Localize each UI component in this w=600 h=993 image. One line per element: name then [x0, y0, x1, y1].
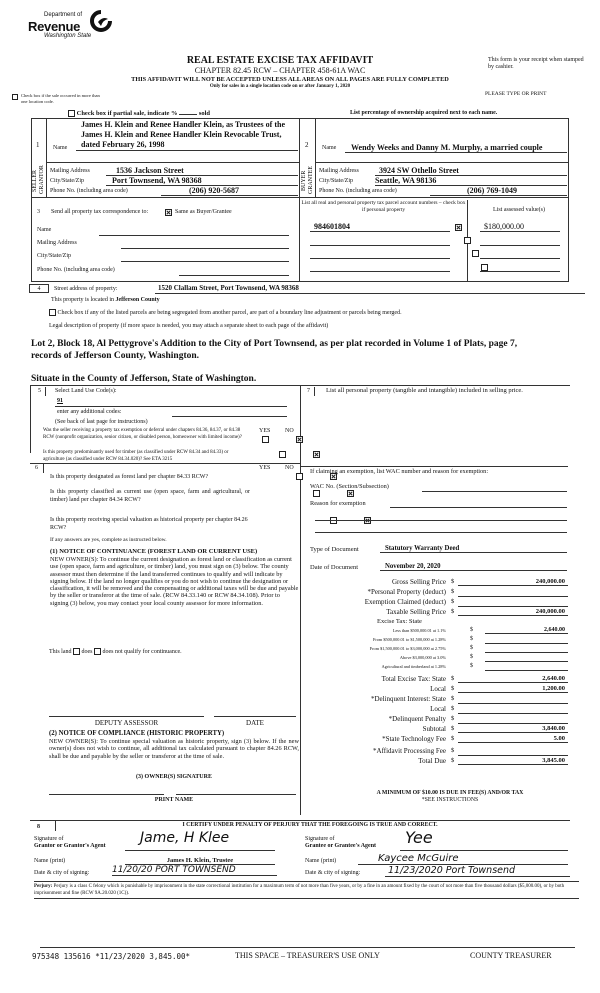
seller-block	[31, 118, 300, 198]
total-row	[330, 757, 570, 767]
total-currency: $	[451, 747, 455, 754]
additional-codes-input[interactable]	[172, 416, 287, 417]
exemption-top-border	[300, 466, 568, 467]
reason-input[interactable]	[390, 507, 567, 508]
county-value: Jefferson County	[115, 297, 160, 303]
reason-line-2[interactable]	[315, 520, 567, 521]
total-row	[330, 675, 570, 685]
bracket-row	[330, 627, 570, 636]
total-value[interactable]	[458, 715, 568, 724]
exemption-claimed-label: Exemption Claimed (deduct)	[364, 598, 446, 606]
seller-name-label: Name	[53, 145, 68, 151]
bracket-currency: $	[470, 645, 473, 651]
buyer-city-label: City/State/Zip	[319, 178, 353, 184]
gross-currency: $	[451, 578, 455, 585]
section6-q2-text: Is this property classified as current use (open space, farm and agricultural, or timber) land per chapter 84.34 RCW?	[50, 489, 250, 503]
total-currency: $	[451, 695, 455, 702]
total-currency: $	[451, 685, 455, 692]
total-label: Total Excise Tax: State	[381, 675, 446, 683]
owner-signature-line-1[interactable]	[49, 794, 164, 795]
legal-line-1: Lot 2, Block 18, Al Pettygrove's Addition to the City of Port Townsend, as per plat recorded in Volume 1 of Plats, page 7,	[31, 339, 518, 349]
logo-line3: Washington State	[44, 33, 92, 39]
total-row	[330, 747, 570, 757]
bracket-label: Agricultural and timberland at 1.28%	[381, 664, 446, 669]
see-instructions: *SEE INSTRUCTIONS	[421, 797, 479, 803]
corr-city-input[interactable]	[121, 261, 289, 262]
owner-signature-label: (3) OWNER(S) SIGNATURE	[136, 774, 212, 780]
segregated-label: Check box if any of the listed parcels are being segregated from another parcel, are part of a boundary line adjustment or parcels being merged.	[57, 309, 402, 316]
parcel-personal-checkbox-2[interactable]	[464, 237, 471, 244]
corr-phone-input[interactable]	[179, 275, 289, 276]
grantee-sig-label	[305, 836, 376, 850]
correspondence-label: Send all property tax correspondence to:	[51, 209, 149, 215]
bracket-label: From $1,500,000.01 to $3,000,000 at 2.75%	[369, 646, 446, 651]
section6-no-header: NO	[285, 465, 294, 471]
total-row	[330, 695, 570, 705]
section6-q2-no[interactable]	[347, 490, 354, 497]
section6-yes-header: YES	[259, 465, 271, 471]
notice2-body: NEW OWNER(S): To continue special valuation as historic property, sign (3) below. If the new owner(s) does not wish to continue, all additional tax calculated pursuant to chapter 84.26 RCW, shall be due and payable by the seller or transferor at the time of sale.	[49, 738, 299, 760]
buyer-phone-label: Phone No. (including area code)	[319, 188, 397, 194]
street-line	[155, 293, 585, 294]
buyer-block	[300, 118, 569, 198]
multi-location-checkbox[interactable]	[12, 94, 18, 100]
certification-statement: I CERTIFY UNDER PENALTY OF PERJURY THAT THE FOREGOING IS TRUE AND CORRECT.	[182, 822, 438, 828]
seller-name-value[interactable]	[76, 120, 298, 151]
tax-row-gross	[330, 578, 570, 588]
total-label: *Affidavit Processing Fee	[373, 747, 446, 755]
doc-date-label: Date of Document	[310, 564, 359, 571]
section6-q1-text: Is this property designated as forest land per chapter 84.33 RCW?	[50, 474, 209, 480]
land-use-code-line	[55, 406, 287, 407]
tax-row-taxable	[330, 608, 570, 618]
seller-label: SELLER	[32, 170, 38, 192]
total-row	[330, 705, 570, 715]
parcels-header: List all real and personal property tax parcel account numbers – check box if personal property	[300, 200, 468, 282]
grantee-name-value[interactable]: Kaycee McGuire	[358, 853, 568, 865]
tax-row-personal	[330, 588, 570, 598]
bracket-row	[330, 663, 570, 672]
additional-codes-label: enter any additional codes:	[57, 409, 122, 415]
bracket-row	[330, 636, 570, 645]
lower-left-edge	[30, 385, 31, 453]
does-not-qualify-checkbox[interactable]	[94, 648, 101, 655]
total-value[interactable]: 5.00	[458, 735, 568, 743]
seller-phone-label: Phone No. (including area code)	[50, 188, 128, 194]
wac-label: WAC No. (Section/Subsection)	[310, 483, 389, 490]
total-label: *Delinquent Penalty	[388, 715, 446, 723]
county-treasurer-label: COUNTY TREASURER	[470, 951, 552, 960]
land-use-no-header: NO	[285, 428, 294, 434]
parcel-line-4[interactable]	[310, 271, 450, 272]
total-label: Subtotal	[422, 725, 446, 733]
street-value[interactable]: 1520 Clallam Street, Port Townsend, WA 98368	[158, 284, 299, 292]
exemption-claimed-value[interactable]	[458, 598, 568, 607]
grantor-signature[interactable]: Jame, H Klee	[140, 830, 230, 846]
partial-sale-suffix: sold	[198, 110, 211, 117]
tax-brackets	[330, 627, 570, 672]
notice1-title: (1) NOTICE OF CONTINUANCE (FOREST LAND OR CURRENT USE)	[50, 548, 258, 555]
county-row	[51, 297, 160, 303]
legal-label: Legal description of property (if more space is needed, you may attach a separate sheet to each page of the affidavit)	[49, 323, 329, 329]
grantor-label: GRANTOR	[39, 165, 45, 195]
parcel-value-line-4[interactable]	[480, 271, 560, 272]
total-row	[330, 725, 570, 735]
grantee-sig-label-1: Signature of	[305, 836, 335, 842]
total-value[interactable]	[458, 747, 568, 756]
exemption-label: If claiming an exemption, list WAC number and reason for exemption:	[310, 468, 489, 475]
lower-divider	[300, 385, 301, 815]
bracket-currency: $	[470, 627, 473, 633]
assessor-date-line[interactable]	[214, 716, 296, 717]
grantor-sig-label	[34, 836, 106, 850]
total-value[interactable]: 1,200.00	[458, 685, 568, 693]
land-use-yes-header: YES	[259, 428, 271, 434]
multi-location-label: Check box if the sale occurred in more than one location code.	[21, 93, 100, 104]
seller-city-label: City/State/Zip	[50, 178, 84, 184]
bracket-value[interactable]	[485, 636, 568, 644]
section6-q2-yes[interactable]	[313, 490, 320, 497]
form-warning: THIS AFFIDAVIT WILL NOT BE ACCEPTED UNLESS ALL AREAS ON ALL PAGES ARE FULLY COMPLETED	[131, 76, 449, 83]
grantee-name-label: Name (print)	[305, 858, 337, 864]
excise-header	[330, 618, 570, 627]
tax-row-exemption	[330, 598, 570, 608]
personal-currency: $	[451, 588, 455, 595]
tax-totals	[330, 675, 570, 767]
bracket-row	[330, 654, 570, 663]
section6-if-yes: If any answers are yes, complete as instructed below.	[50, 537, 167, 543]
section8-num-divider	[55, 821, 56, 831]
doc-date-value[interactable]: November 20, 2020	[380, 563, 567, 571]
total-currency: $	[451, 735, 455, 742]
treasurer-line	[40, 947, 575, 948]
land-use-instructions: (See back of last page for instructions)	[55, 419, 148, 425]
same-as-buyer-checkbox[interactable]	[165, 209, 172, 216]
gross-label: Gross Selling Price	[391, 578, 446, 586]
parcel-value-line-3[interactable]	[480, 258, 560, 259]
land-use-q1-text: Was the seller receiving a property tax exemption or deferral under chapters 84.36, 84.37, or 84.38 RCW (nonprofit organization, senior citizen, or disabled person, homeowner with limited income)?	[43, 428, 242, 440]
total-label: Local	[430, 705, 446, 713]
land-use-q2-text: Is this property predominantly used for timber (as classified under RCW 84.34 and 84.33) or agriculture (as classified under RCW 84.34.020)? See ETA 3215	[43, 450, 229, 462]
deputy-assessor-line[interactable]	[49, 716, 204, 717]
parcel-value-1[interactable]: $180,000.00	[484, 222, 524, 231]
grantor-date-value[interactable]: 11/20/20 PORT TOWNSEND	[112, 865, 277, 876]
continuance-row	[49, 648, 182, 655]
total-currency: $	[451, 757, 455, 764]
corr-city-label: City/State/Zip	[37, 253, 71, 259]
corr-phone-label: Phone No. (including area code)	[37, 267, 115, 273]
total-value[interactable]: 2,640.00	[458, 675, 568, 683]
partial-sale-label: Check box if partial sale, indicate %	[76, 110, 178, 117]
parcel-line-3[interactable]	[310, 258, 450, 259]
section7-label: List all personal property (tangible and intangible) included in selling price.	[326, 387, 523, 394]
seller-name-line2: James H. Klein and Renee Handler Klein Revocable Trust,	[81, 130, 282, 139]
notice1-body: NEW OWNER(S): To continue the current designation as forest land or classification as current use (open space, farm and agriculture, or timber) land, you must sign on (3) below. The county assessor must then determine if the land transferred continues to qualify and will indicate by signing below. If the land no longer qualifies or you do not wish to continue the designation or classification, it will be removed and the compensating or additional taxes will be due and payable by the seller or transferor at the time of sale. (RCW 84.33.140 or RCW 84.34.108). Prior to signing (3) below, you may contact your local county assessor for more information.	[50, 556, 299, 607]
bracket-value[interactable]: 2,640.00	[485, 627, 568, 634]
bracket-label: From $500,000.01 to $1,500,000 at 1.28%	[372, 637, 446, 642]
section6-q1-yes[interactable]	[296, 473, 303, 480]
total-due-value[interactable]: 3,845.00	[458, 757, 568, 765]
grantor-name-value[interactable]: James H. Klein, Trustee	[125, 857, 275, 865]
does-not-label: does not qualify for continuance.	[102, 648, 182, 655]
personal-value[interactable]	[458, 588, 568, 597]
total-label: *State Technology Fee	[382, 735, 446, 743]
total-currency: $	[451, 675, 455, 682]
bracket-currency: $	[470, 654, 473, 660]
land-use-q2-yes[interactable]	[279, 451, 286, 458]
section6-top-border	[30, 463, 300, 464]
buyer-name-value[interactable]: Wendy Weeks and Danny M. Murphy, a married couple	[345, 143, 567, 153]
land-use-q2-no[interactable]	[313, 451, 320, 458]
total-currency: $	[451, 705, 455, 712]
deputy-assessor-label: DEPUTY ASSESSOR	[94, 719, 159, 727]
total-due-label: Total Due	[418, 757, 446, 765]
county-prefix: This property is located in	[51, 297, 114, 303]
bracket-value[interactable]	[485, 654, 568, 662]
reason-label: Reason for exemption	[310, 500, 366, 507]
seller-side-labels	[31, 163, 47, 198]
buyer-side-labels	[300, 163, 316, 198]
perjury-bottom-line	[34, 898, 579, 899]
total-row	[330, 685, 570, 695]
bracket-currency: $	[470, 636, 473, 642]
land-use-label: Select Land Use Code(s):	[55, 388, 117, 394]
buyer-label: BUYER	[301, 170, 307, 192]
buyer-mailing-value[interactable]: 3924 SW Othello Street	[375, 166, 567, 176]
cashier-stamp: 975348 135616 *11/23/2020 3,845.00*	[32, 952, 191, 961]
partial-sale-checkbox[interactable]	[68, 110, 75, 117]
total-currency: $	[451, 725, 455, 732]
situate: Situate in the County of Jefferson, State of Washington.	[31, 374, 257, 384]
grantee-sig-label-2: Grantee or Grantee's Agent	[305, 843, 377, 849]
seller-mailing-value[interactable]: 1536 Jackson Street	[106, 166, 298, 176]
seller-section-number: 1	[36, 141, 40, 149]
form-subtitle: CHAPTER 82.45 RCW – CHAPTER 458-61A WAC	[194, 66, 366, 75]
bracket-currency: $	[470, 663, 473, 669]
street-label: Street address of property:	[54, 286, 118, 292]
segregated-checkbox[interactable]	[49, 309, 56, 316]
partial-sale-percent[interactable]	[179, 114, 197, 115]
doc-type-value[interactable]: Statutory Warranty Deed	[380, 545, 567, 553]
grantor-name-label: Name (print)	[34, 858, 66, 864]
bracket-label: Above $3,000,000 at 3.0%	[399, 655, 446, 660]
grantee-signature-line	[400, 850, 568, 851]
grantor-sig-label-1: Signature of	[34, 836, 64, 842]
does-label: does	[81, 648, 93, 655]
section6-num-divider	[43, 464, 44, 473]
total-row	[330, 715, 570, 725]
perjury-label: Perjury:	[34, 884, 53, 889]
corr-mailing-label: Mailing Address	[37, 240, 77, 246]
land-use-q1	[43, 428, 248, 441]
grantee-date-value[interactable]: 11/23/2020 Port Townsend	[385, 865, 570, 877]
land-use-q1-yes[interactable]	[262, 436, 269, 443]
multi-location-row	[12, 93, 112, 104]
partial-sale-row	[68, 110, 268, 117]
total-value[interactable]: 3,840.00	[458, 725, 568, 733]
ownership-note: List percentage of ownership acquired next to each name.	[350, 110, 498, 116]
corr-name-label: Name	[37, 227, 52, 233]
total-row	[330, 735, 570, 747]
does-qualify-checkbox[interactable]	[73, 648, 80, 655]
taxable-label: Taxable Selling Price	[386, 608, 446, 616]
taxable-currency: $	[451, 608, 455, 615]
parcel-personal-checkbox-4[interactable]	[481, 264, 488, 271]
parcel-value-line-1	[480, 231, 560, 232]
grantor-sig-label-2: Grantor or Grantor's Agent	[34, 843, 106, 849]
seller-divider	[47, 162, 300, 163]
gross-value[interactable]: 240,000.00	[458, 578, 568, 586]
tax-main-rows	[330, 578, 570, 627]
seller-mailing-label: Mailing Address	[50, 168, 90, 174]
land-use-q1-no[interactable]	[296, 436, 303, 443]
notice2-title: (2) NOTICE OF COMPLIANCE (HISTORIC PROPERTY)	[49, 730, 225, 737]
section6-q3-text: Is this property receiving special valuation as historical property per chapter 84.26 RCW?	[50, 517, 248, 531]
land-prefix: This land	[49, 648, 72, 655]
perjury-notice	[34, 881, 579, 897]
grantor-signature-line	[125, 850, 275, 851]
land-use-code[interactable]: 91	[57, 398, 63, 404]
parcels-value-header: List assessed value(s)	[493, 207, 545, 213]
buyer-city-value[interactable]: Seattle, WA 98136	[375, 176, 567, 186]
buyer-mailing-label: Mailing Address	[319, 168, 359, 174]
print-name-label: PRINT NAME	[154, 797, 194, 803]
owner-signature-line-2[interactable]	[176, 794, 296, 795]
parcel-personal-checkbox-1[interactable]	[455, 224, 462, 231]
taxable-value[interactable]: 240,000.00	[458, 608, 568, 616]
grantee-date-label: Date & city of signing:	[305, 870, 361, 876]
correspondence-block	[31, 198, 300, 282]
receipt-note: This form is your receipt when stamped by cashier.	[488, 57, 584, 70]
total-label: *Delinquent Interest: State	[370, 695, 446, 703]
buyer-name-label: Name	[322, 145, 337, 151]
parcels-block	[300, 198, 569, 282]
reason-line-3[interactable]	[315, 532, 567, 533]
bracket-value[interactable]	[485, 663, 568, 671]
buyer-divider	[316, 162, 569, 163]
grantee-label: GRANTEE	[308, 166, 314, 194]
please-type: PLEASE TYPE OR PRINT	[485, 91, 547, 97]
property-section-number: 4	[29, 284, 49, 293]
corr-mailing-input[interactable]	[121, 248, 289, 249]
grantee-signature[interactable]: Yee	[405, 828, 433, 847]
dor-logo	[28, 10, 118, 40]
seller-name-line3: dated February 26, 1998	[76, 140, 298, 151]
perjury-text: Perjury is a class C felony which is punishable by imprisonment in the state correctional institution for a maximum term of not more than five years, or by a fine in an amount fixed by the court of not more than five thousand dollars ($5,000.00), or by both imprisonment and fine (RCW 9A.20.020 (1C)).	[34, 884, 565, 896]
excise-header-label: Excise Tax: State	[377, 618, 422, 625]
bracket-label: Less than $500,000.01 at 1.1%	[392, 628, 446, 633]
seller-phone-value[interactable]: (206) 920-5687	[161, 186, 298, 196]
land-use-section-number: 5	[34, 387, 46, 396]
total-value[interactable]	[458, 705, 568, 714]
assessor-date-label: DATE	[246, 719, 264, 727]
parcel-personal-checkbox-3[interactable]	[472, 250, 479, 257]
doc-type-label: Type of Document	[310, 546, 359, 553]
buyer-phone-value[interactable]: (206) 769-1049	[430, 186, 567, 196]
buyer-section-number: 2	[305, 141, 309, 149]
dor-swoosh-logo-icon	[90, 10, 112, 32]
legal-description[interactable]	[31, 338, 591, 362]
legal-line-2: records of Jefferson County, Washington.	[31, 351, 200, 361]
same-as-buyer-label: Same as Buyer/Grantee	[175, 209, 232, 215]
logo-line1: Department of	[44, 12, 83, 18]
section8-number: 8	[37, 824, 40, 830]
seller-city-value[interactable]: Port Townsend, WA 98368	[106, 176, 298, 186]
section7-number: 7	[303, 387, 315, 396]
parcel-value-line-2[interactable]	[480, 245, 560, 246]
minimum-due-note: A MINIMUM OF $10.00 IS DUE IN FEE(S) AND/OR TAX	[376, 790, 524, 796]
wac-input[interactable]	[422, 491, 567, 492]
land-use-q2	[43, 450, 248, 463]
personal-label: *Personal Property (deduct)	[367, 588, 446, 596]
corr-name-input[interactable]	[99, 235, 289, 236]
parcel-line-1	[310, 231, 450, 232]
total-value[interactable]	[458, 695, 568, 704]
parcel-line-2[interactable]	[310, 245, 450, 246]
section6-number: 6	[35, 465, 38, 471]
parcel-number-1[interactable]: 984601804	[314, 222, 350, 231]
logo-line2: Revenue	[28, 19, 81, 34]
total-label: Local	[430, 685, 446, 693]
section8-top	[30, 820, 570, 821]
total-currency: $	[451, 715, 455, 722]
form-title: REAL ESTATE EXCISE TAX AFFIDAVIT	[186, 55, 374, 66]
form-only-for: Only for sales in a single location code on or after January 1, 2020	[209, 84, 351, 89]
exemption-claimed-currency: $	[451, 598, 455, 605]
segregated-row	[49, 309, 402, 316]
treasurer-use-label: THIS SPACE – TREASURER'S USE ONLY	[235, 951, 380, 960]
bracket-row	[330, 645, 570, 654]
grantor-date-label: Date & city of signing:	[34, 870, 90, 876]
bracket-value[interactable]	[485, 645, 568, 653]
seller-name-line1: James H. Klein and Renee Handler Klein, as Trustees of the	[81, 120, 285, 129]
correspondence-section-number: 3	[37, 209, 40, 215]
